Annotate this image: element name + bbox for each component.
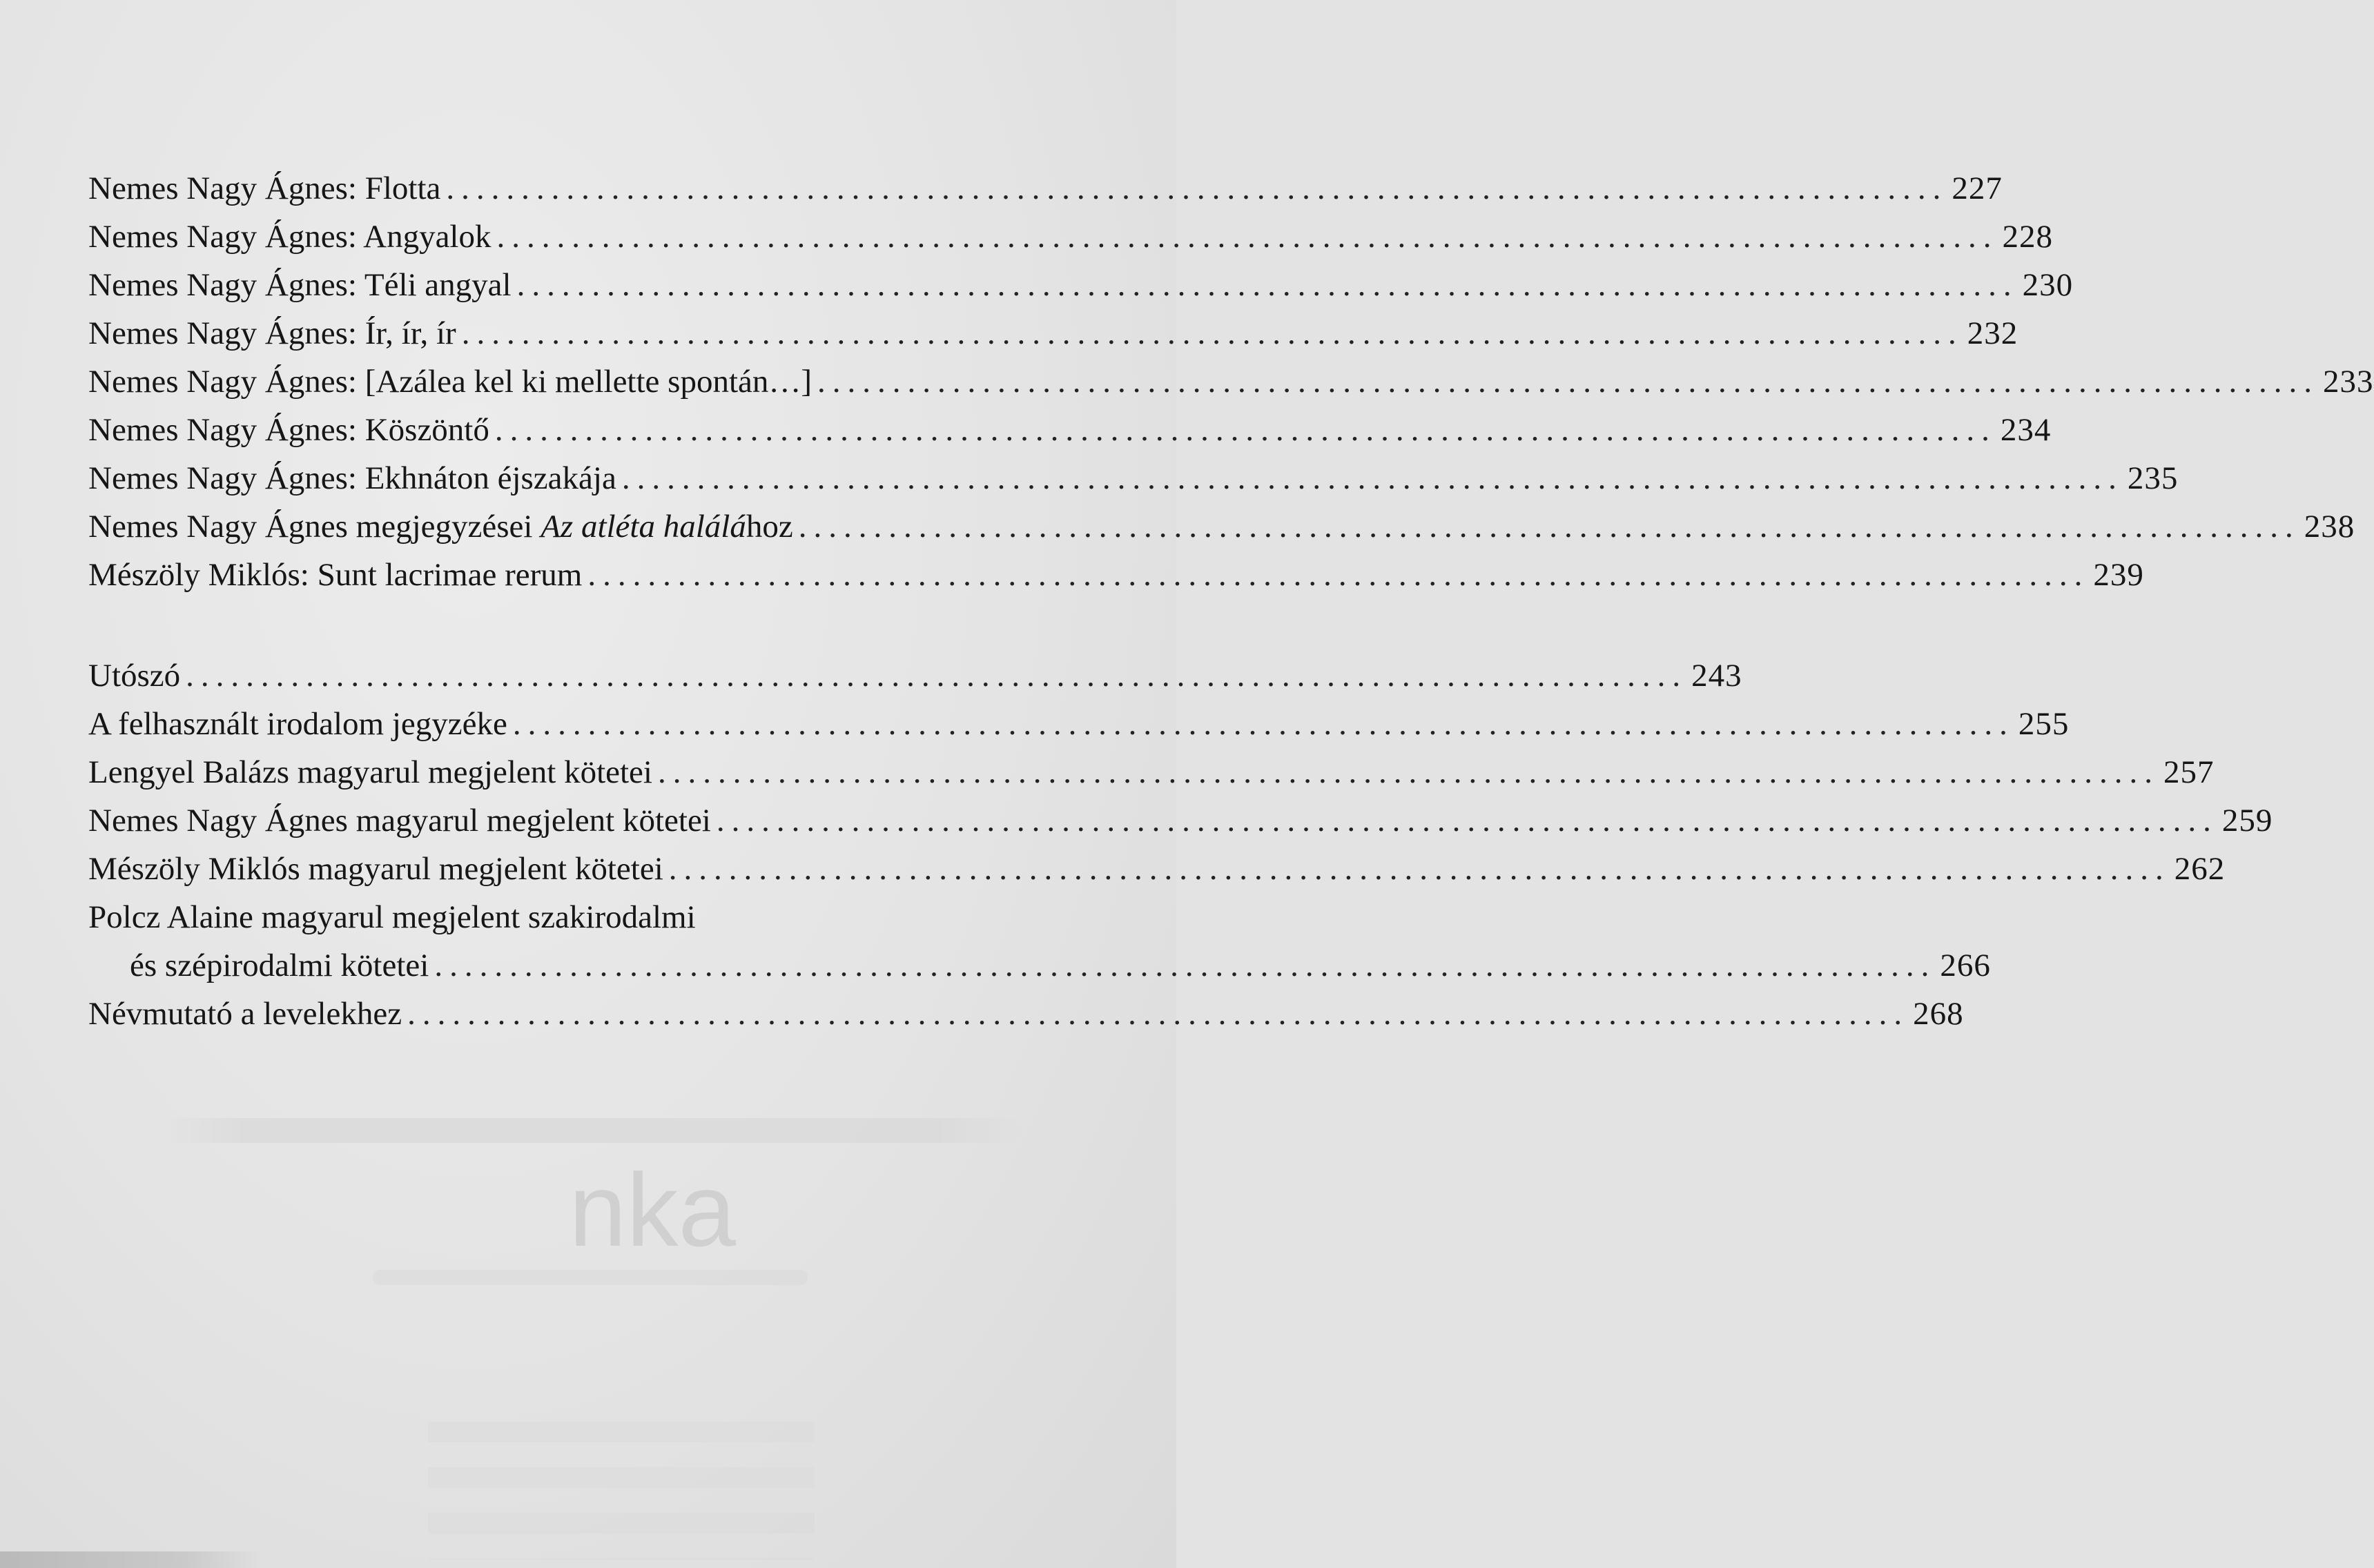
dot-leader: .................................................................................................... xyxy=(716,803,2218,839)
toc-entry-title: Nemes Nagy Ágnes: Ír, ír, ír xyxy=(88,315,456,351)
toc-entry xyxy=(88,700,2070,748)
toc-page-number: 234 xyxy=(2000,412,2052,448)
toc-entry xyxy=(88,213,2053,261)
toc-entry-title: Utószó xyxy=(88,658,181,694)
toc-entry xyxy=(88,990,1964,1038)
dot-leader: .................................................................................................... xyxy=(621,460,2123,496)
toc-entry xyxy=(88,796,2273,845)
dot-leader: .................................................................................................... xyxy=(657,754,2159,790)
toc-entry-title: Nemes Nagy Ágnes: [Azálea kel ki mellette spontán…] xyxy=(88,364,813,400)
toc-entry xyxy=(88,502,2355,551)
dot-leader: .................................................................................................... xyxy=(817,364,2319,400)
toc-page-number: 239 xyxy=(2093,557,2144,593)
toc-entry xyxy=(88,261,2074,309)
show-through-text xyxy=(373,1270,808,1285)
toc-page-number: 238 xyxy=(2304,509,2355,545)
toc-entry-title: Mészöly Miklós magyarul megjelent kötetei xyxy=(88,851,663,887)
logo-text: nka xyxy=(569,1152,736,1268)
table-of-contents-letters xyxy=(88,164,2374,599)
italic-work-title: Az atléta halálá xyxy=(541,509,746,545)
toc-entry-title: és szépirodalmi kötetei xyxy=(130,948,429,983)
toc-entry-title: Nemes Nagy Ágnes: Angyalok xyxy=(88,219,492,255)
toc-entry-title: Polcz Alaine magyarul megjelent szakirodalmi xyxy=(88,899,696,935)
dot-leader: .................................................................................................... xyxy=(668,851,2170,887)
toc-page-number: 255 xyxy=(2018,706,2070,742)
toc-page-number: 235 xyxy=(2127,460,2179,496)
toc-entry-title: Nemes Nagy Ágnes: Téli angyal xyxy=(88,267,512,303)
toc-entry-title: Nemes Nagy Ágnes megjegyzései Az atléta halálához xyxy=(88,509,793,545)
toc-entry xyxy=(88,454,2179,502)
dot-leader: .................................................................................................... xyxy=(407,996,1909,1032)
dot-leader: .................................................................................................... xyxy=(587,557,2090,593)
toc-entry xyxy=(88,309,2018,357)
toc-page-number: 262 xyxy=(2174,851,2226,887)
dot-leader: .................................................................................................... xyxy=(434,948,1936,983)
toc-page-number: 259 xyxy=(2221,803,2273,839)
toc-entry-title: Nemes Nagy Ágnes magyarul megjelent kötetei xyxy=(88,803,711,839)
dot-leader: .................................................................................................... xyxy=(798,509,2300,545)
toc-entry-title: A felhasznált irodalom jegyzéke xyxy=(88,706,507,742)
toc-page-number: 268 xyxy=(1913,996,1964,1032)
toc-entry xyxy=(88,551,2144,599)
table-of-contents-appendix xyxy=(88,651,2273,1038)
toc-page-number: 228 xyxy=(2002,219,2053,255)
toc-entry-continuation xyxy=(88,941,1991,990)
toc-page-number: 232 xyxy=(1967,315,2018,351)
toc-entry xyxy=(88,748,2215,796)
show-through-text xyxy=(159,1118,1022,1143)
toc-entry-title: Lengyel Balázs magyarul megjelent kötetei xyxy=(88,754,652,790)
toc-entry xyxy=(88,845,2226,893)
toc-entry xyxy=(88,893,1077,941)
toc-entry-title: Nemes Nagy Ágnes: Ekhnáton éjszakája xyxy=(88,460,616,496)
toc-page-number: 227 xyxy=(1952,170,2003,206)
toc-entry-title: Névmutató a levelekhez xyxy=(88,996,402,1032)
toc-page-number: 230 xyxy=(2022,267,2074,303)
nka-logo-icon xyxy=(511,1152,794,1268)
show-through-imprint xyxy=(428,1422,815,1560)
toc-entry-title: Nemes Nagy Ágnes: Flotta xyxy=(88,170,441,206)
watermark-strip xyxy=(0,1551,262,1568)
dot-leader: .................................................................................................... xyxy=(446,170,1948,206)
toc-page-number: 266 xyxy=(1940,948,1991,983)
toc-page-number: 233 xyxy=(2323,364,2374,400)
toc-entry xyxy=(88,164,2003,213)
toc-entry-title: Mészöly Miklós: Sunt lacrimae rerum xyxy=(88,557,583,593)
dot-leader: .................................................................................................... xyxy=(496,219,1998,255)
dot-leader: .................................................................................................... xyxy=(186,658,1688,694)
dot-leader: .................................................................................................... xyxy=(512,706,2014,742)
toc-entry-title: Nemes Nagy Ágnes: Köszöntő xyxy=(88,412,489,448)
dot-leader: .................................................................................................... xyxy=(516,267,2018,303)
show-through-logo xyxy=(511,1152,794,1268)
dot-leader: .................................................................................................... xyxy=(494,412,1996,448)
toc-page-number: 243 xyxy=(1691,658,1742,694)
dot-leader: .................................................................................................... xyxy=(461,315,1963,351)
toc-page-number: 257 xyxy=(2163,754,2215,790)
toc-entry xyxy=(88,651,1742,700)
toc-entry xyxy=(88,406,2052,454)
toc-entry xyxy=(88,357,2374,406)
